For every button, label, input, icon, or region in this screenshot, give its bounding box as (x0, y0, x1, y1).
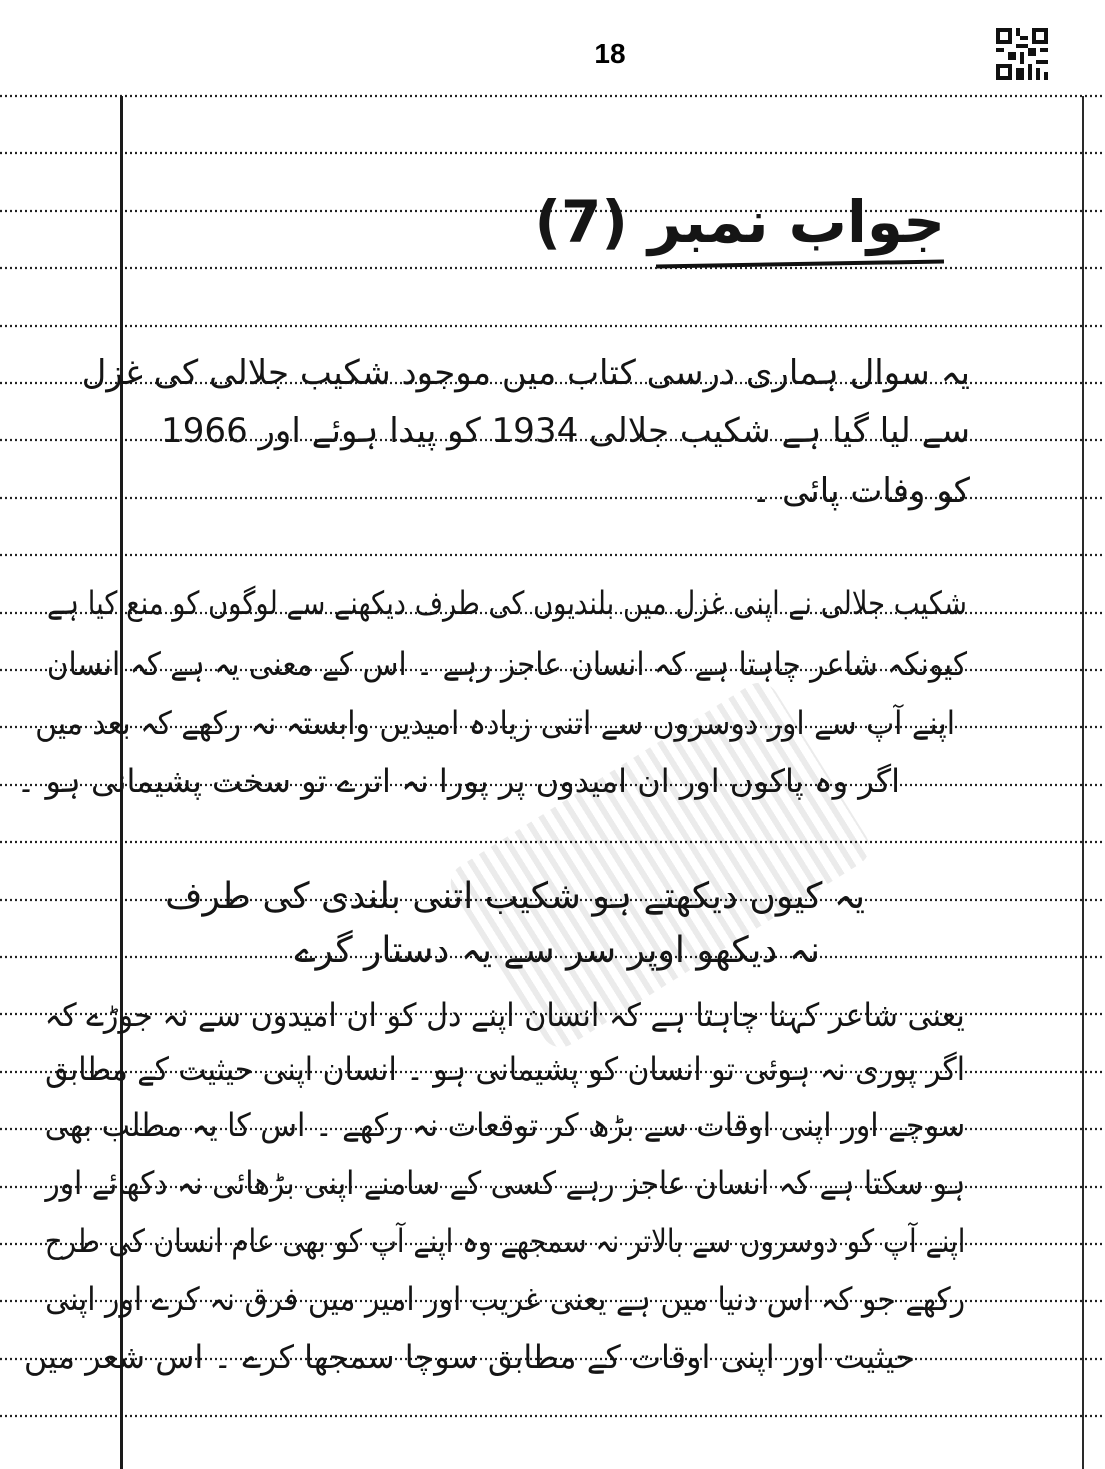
couplet-line-1: یہ کیوں دیکھتے ہو شکیب اتنی بلندی کی طرف (165, 876, 865, 917)
qr-code-icon (996, 28, 1048, 80)
paragraph-3-line-7: حیثیت اور اپنی اوقات کے مطابق سوچا سمجھا کرے ۔ اس شعر میں (23, 1338, 915, 1376)
paragraph-3-line-3: سوچے اور اپنی اوقات سے بڑھ کر توقعات نہ رکھے ۔ اس کا یہ مطلب بھی (44, 1106, 965, 1144)
page-number: 18 (594, 38, 626, 69)
paragraph-2-line-4: اگر وہ پاکوں اور ان امیدوں پر پورا نہ اترے تو سخت پشیمانی ہو ۔ (16, 762, 900, 800)
right-margin-line (1082, 96, 1084, 1469)
paragraph-3-line-5: اپنے آپ کو دوسروں سے بالاتر نہ سمجھے وہ اپنے آپ کو بھی عام انسان کی طرح (44, 1222, 965, 1260)
paragraph-2-line-1: شکیب جلالی نے اپنی غزل میں بلندیوں کی طرف دیکھنے سے لوگوں کو منع کیا ہے (47, 584, 967, 622)
answer-heading: جواب نمبر (7) (534, 188, 945, 256)
paragraph-2-line-3: اپنے آپ سے اور دوسروں سے اتنی زیادہ امیدیں وابستہ نہ رکھے کہ بعد میں (35, 704, 955, 742)
paragraph-1-line-1: یہ سوال ہماری درسی کتاب میں موجود شکیب جلالی کی غزل (81, 353, 970, 393)
paragraph-1-line-3: کو وفات پائی ۔ (751, 471, 970, 511)
paragraph-3-line-2: اگر پوری نہ ہوئی تو انسان کو پشیمانی ہو ۔ انسان اپنی حیثیت کے مطابق (45, 1050, 965, 1088)
paragraph-3-line-6: رکھے جو کہ اس دنیا میں ہے یعنی غریب اور امیر میں فرق نہ کرے اور اپنی (45, 1280, 965, 1318)
paragraph-3-line-4: ہو سکتا ہے کہ انسان عاجز رہے کسی کے سامنے اپنی بڑھائی نہ دکھائے اور (44, 1164, 965, 1202)
couplet-line-2: نہ دیکھو اوپر سر سے یہ دستار گرے (294, 930, 820, 971)
paragraph-2-line-2: کیونکہ شاعر چاہتا ہے کہ انسان عاجز رہے ۔ اس کے معنی یہ ہے کہ انسان (46, 645, 967, 683)
paragraph-1-line-2: سے لیا گیا ہے شکیب جلالی 1934 کو پیدا ہوئے اور 1966 (161, 411, 970, 451)
paragraph-3-line-1: یعنی شاعر کہنا چاہتا ہے کہ انسان اپنے دل کو ان امیدوں سے نہ جوڑے کہ (44, 996, 965, 1034)
